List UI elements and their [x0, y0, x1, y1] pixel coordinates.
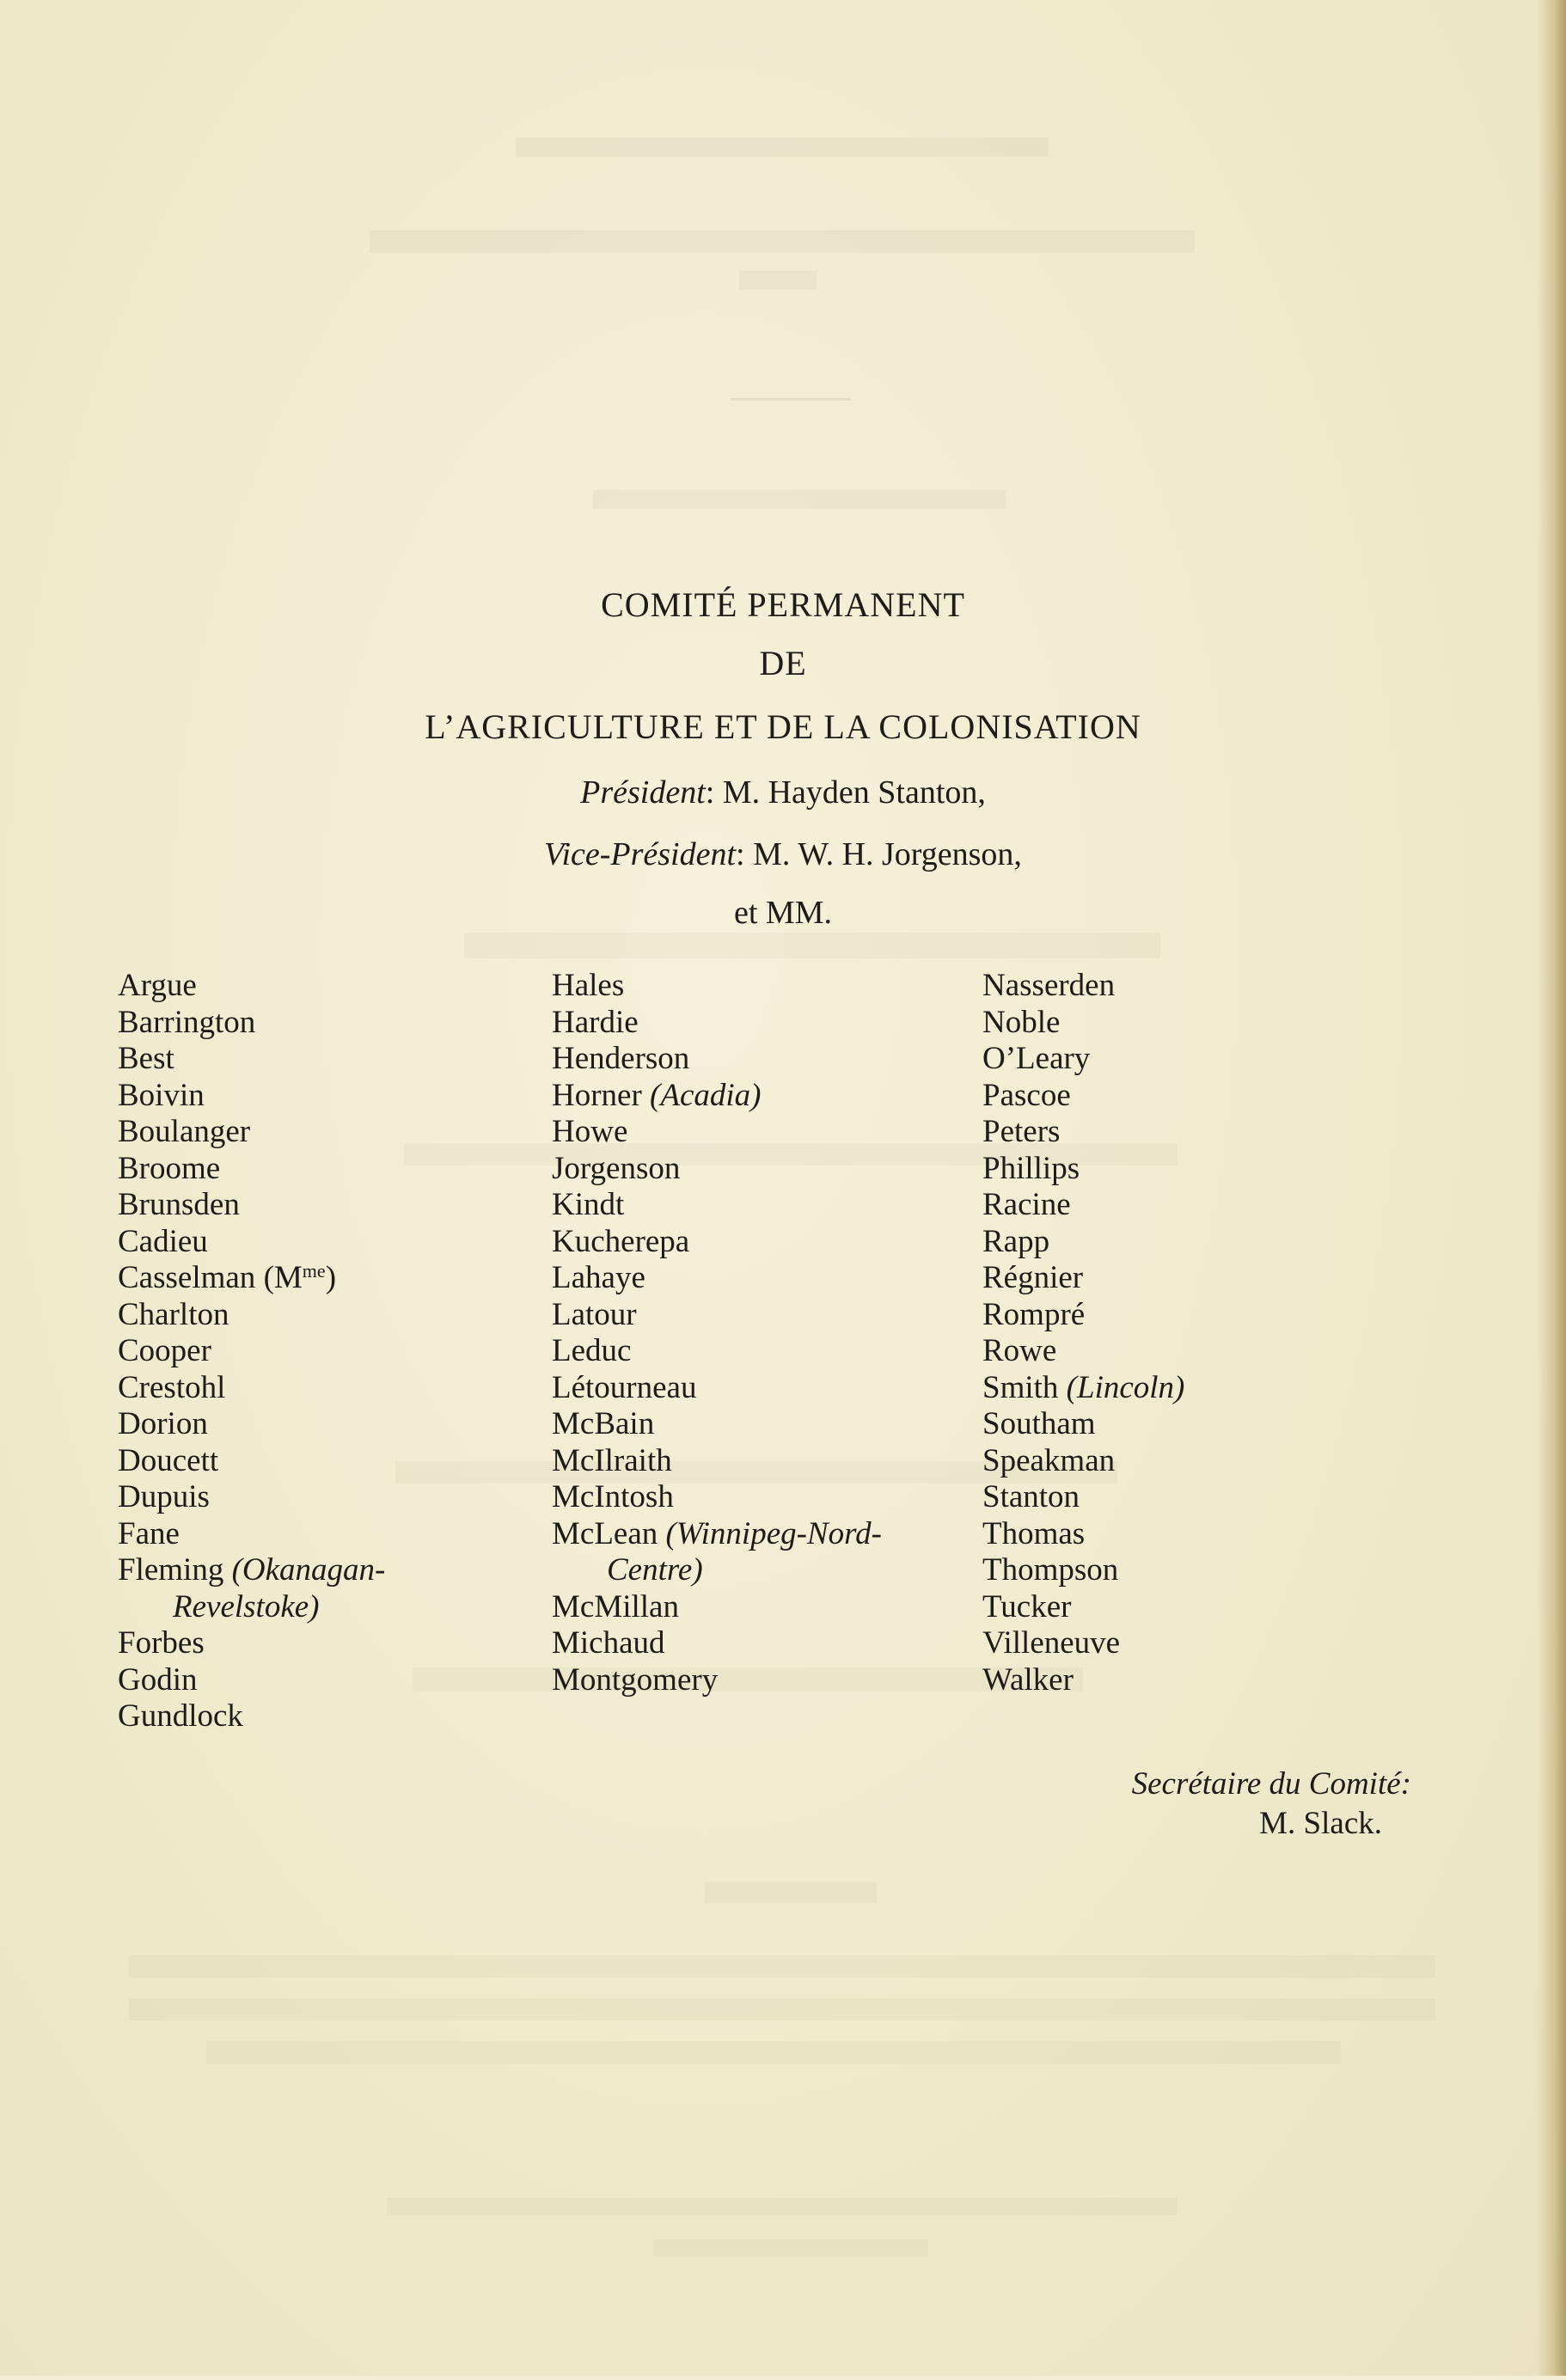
member-title: (M — [263, 1260, 303, 1295]
member-entry — [118, 1552, 522, 1625]
member-name: Peters — [982, 1114, 1061, 1149]
member-name: Leduc — [552, 1333, 632, 1368]
member-name: Charlton — [118, 1296, 229, 1332]
member-name: Dupuis — [118, 1479, 210, 1514]
member-name: Rapp — [982, 1223, 1050, 1259]
member-name: McBain — [552, 1406, 655, 1441]
member-name: Rowe — [982, 1333, 1057, 1368]
member-entry — [118, 1260, 522, 1297]
member-name: Hardie — [552, 1004, 639, 1040]
member-riding: (Okanagan- — [231, 1552, 386, 1588]
member-name: Forbes — [118, 1625, 205, 1661]
committee-title-line-1: COMITÉ PERMANENT — [601, 585, 965, 624]
member-name: Cooper — [118, 1333, 211, 1368]
member-name: Fleming — [118, 1552, 224, 1588]
member-name: McIlraith — [552, 1442, 672, 1478]
president-role: Président — [580, 774, 706, 811]
member-name: Howe — [552, 1114, 628, 1149]
member-column-3 — [982, 968, 1464, 1698]
member-name: Doucett — [118, 1442, 219, 1478]
vice-president-line — [0, 835, 1566, 873]
vice-president-role: Vice-Président — [544, 836, 737, 872]
secretary-role: Secrétaire du Comité: — [1131, 1766, 1411, 1802]
member-name: Montgomery — [552, 1661, 719, 1698]
member-name: Best — [118, 1041, 174, 1076]
member-name: Boulanger — [118, 1114, 251, 1149]
member-riding: (Acadia) — [650, 1077, 762, 1113]
et-mm-line: et MM. — [734, 895, 832, 931]
member-name: Speakman — [982, 1442, 1116, 1478]
member-name: Casselman — [118, 1260, 256, 1295]
member-name: Fane — [118, 1515, 180, 1551]
member-riding: (Lincoln) — [1066, 1369, 1185, 1405]
secretary-name: M. Slack. — [1259, 1806, 1382, 1841]
vice-president-name: M. W. H. Jorgenson, — [753, 836, 1022, 872]
member-name: Rompré — [982, 1296, 1086, 1332]
member-name: McLean — [552, 1515, 658, 1551]
member-name: Cadieu — [118, 1223, 208, 1259]
member-name: Walker — [982, 1661, 1074, 1698]
member-column-1 — [118, 968, 522, 1735]
member-name: Létourneau — [552, 1369, 697, 1405]
member-name: Barrington — [118, 1004, 256, 1040]
member-name: Kindt — [552, 1187, 625, 1222]
member-name: McIntosh — [552, 1479, 674, 1514]
member-title-superscript: me — [302, 1260, 326, 1282]
member-name: Dorion — [118, 1406, 208, 1441]
member-name: Thomas — [982, 1515, 1086, 1551]
member-name: Jorgenson — [552, 1150, 681, 1186]
member-name: Henderson — [552, 1041, 690, 1076]
member-name: Thompson — [982, 1552, 1119, 1588]
member-title-end: ) — [325, 1260, 337, 1295]
member-name: Horner — [552, 1077, 642, 1113]
member-name: McMillan — [552, 1588, 679, 1624]
member-entry — [982, 1370, 1464, 1407]
member-name: Godin — [118, 1661, 198, 1698]
member-name: Southam — [982, 1406, 1096, 1441]
member-name: Tucker — [982, 1588, 1072, 1624]
member-riding: (Winnipeg-Nord- — [665, 1515, 882, 1551]
member-name: Noble — [982, 1004, 1061, 1040]
member-name: Nasserden — [982, 968, 1116, 1003]
member-name: Phillips — [982, 1150, 1080, 1186]
member-name: Broome — [118, 1150, 221, 1186]
member-name: Brunsden — [118, 1187, 240, 1222]
committee-secretary — [1132, 1765, 1411, 1844]
member-column-2 — [552, 968, 999, 1698]
member-name: Michaud — [552, 1625, 665, 1661]
president-line — [0, 774, 1566, 811]
committee-title-line-2: DE — [759, 644, 807, 682]
member-riding-continued: Revelstoke) — [173, 1588, 320, 1624]
member-name: Lahaye — [552, 1260, 645, 1295]
member-name: Crestohl — [118, 1369, 226, 1405]
committee-title-line-3: L’AGRICULTURE ET DE LA COLONISATION — [425, 707, 1141, 746]
member-name: Kucherepa — [552, 1223, 690, 1259]
member-name: Argue — [118, 968, 197, 1003]
member-entry — [552, 1516, 999, 1589]
member-entry — [552, 1078, 999, 1115]
member-name: Stanton — [982, 1479, 1080, 1514]
member-name: Hales — [552, 968, 625, 1003]
president-name: M. Hayden Stanton, — [722, 774, 986, 811]
colon: : — [705, 774, 723, 811]
member-name: Régnier — [982, 1260, 1084, 1295]
colon: : — [736, 836, 754, 872]
member-name: Villeneuve — [982, 1625, 1121, 1661]
member-name: Pascoe — [982, 1077, 1071, 1113]
member-name: Gundlock — [118, 1698, 243, 1734]
member-name: Racine — [982, 1187, 1071, 1222]
member-riding-continued: Centre) — [607, 1552, 703, 1588]
member-name: Boivin — [118, 1077, 205, 1113]
member-name: O’Leary — [982, 1041, 1091, 1076]
member-name: Latour — [552, 1296, 637, 1332]
member-name: Smith — [982, 1369, 1059, 1405]
